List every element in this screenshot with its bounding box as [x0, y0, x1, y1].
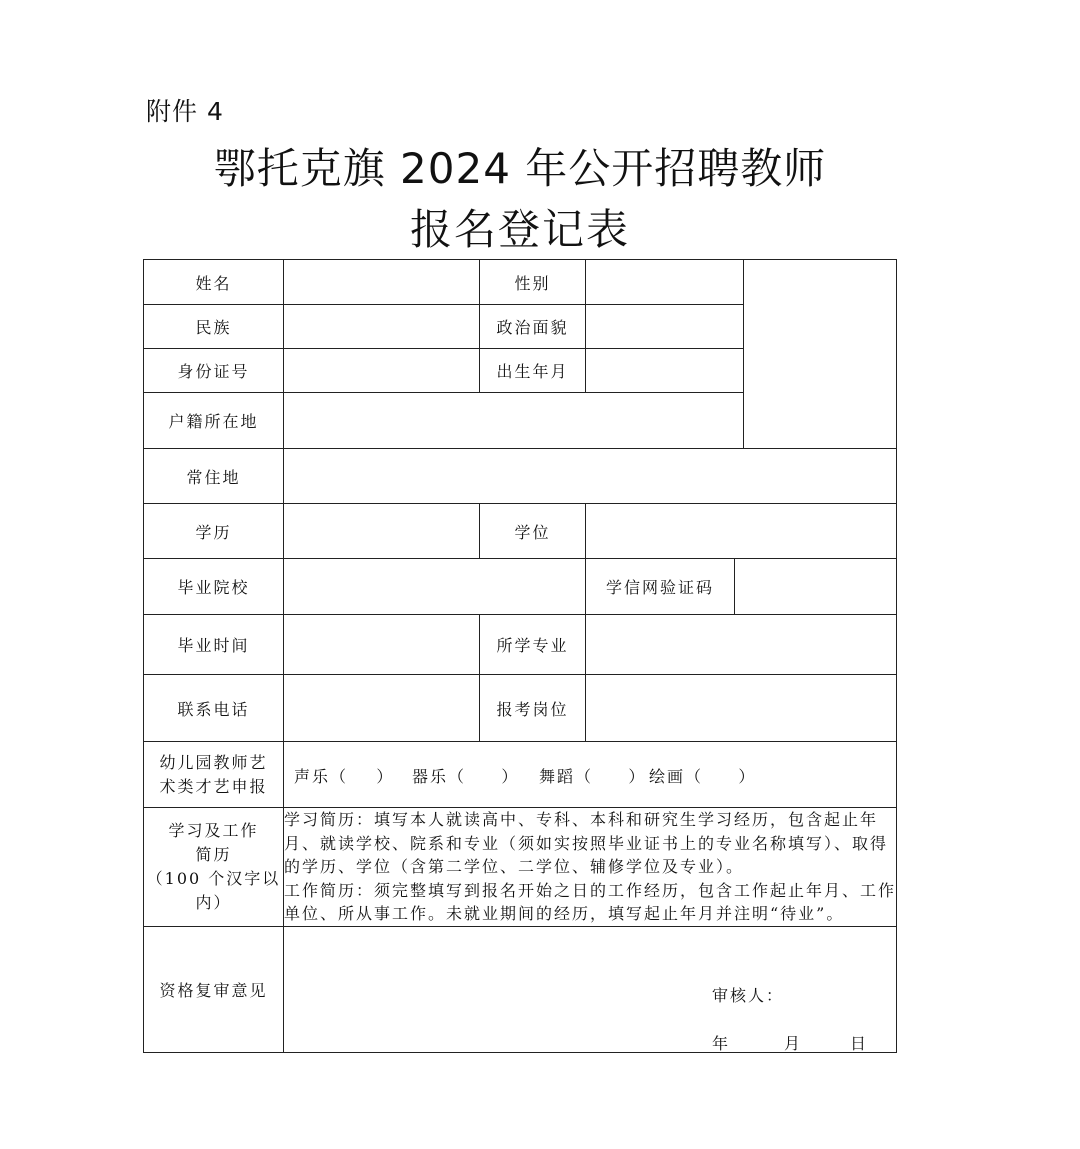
ethnicity-label: 民族: [144, 305, 284, 349]
major-label: 所学专业: [480, 615, 586, 675]
vocal-option[interactable]: 声乐（ ）: [294, 767, 395, 786]
birth-label: 出生年月: [480, 349, 586, 393]
residence-label: 常住地: [144, 449, 284, 504]
position-label: 报考岗位: [480, 675, 586, 742]
birth-field[interactable]: [586, 349, 744, 393]
grad-time-field[interactable]: [284, 615, 480, 675]
degree-label: 学位: [480, 504, 586, 559]
resume-label-line4: 内）: [195, 893, 232, 912]
position-field[interactable]: [586, 675, 897, 742]
resume-field[interactable]: [284, 808, 897, 927]
chsi-code-label: 学信网验证码: [586, 559, 735, 615]
date-month-label: 月: [784, 1034, 803, 1053]
chsi-code-field[interactable]: [735, 559, 897, 615]
degree-field[interactable]: [586, 504, 897, 559]
form-title: 鄂托克旗 2024 年公开招聘教师: [213, 144, 827, 193]
table-row: [144, 742, 897, 808]
instrumental-option[interactable]: 器乐（ ）: [412, 767, 520, 786]
political-label: 政治面貌: [480, 305, 586, 349]
table-row: [144, 808, 897, 927]
form-subtitle: 报名登记表: [409, 205, 630, 254]
residence-field[interactable]: [284, 449, 897, 504]
resume-label-line2: 简历: [195, 845, 232, 864]
registration-table: [143, 259, 897, 1053]
name-label: 姓名: [144, 260, 284, 305]
resume-label-line3: （100 个汉字以: [146, 869, 281, 888]
id-field[interactable]: [284, 349, 480, 393]
painting-option[interactable]: 绘画（ ）: [649, 767, 757, 786]
review-label: 资格复审意见: [144, 927, 284, 1053]
art-talent-label: [144, 742, 284, 808]
attachment-number: 附件 4: [146, 97, 224, 126]
phone-field[interactable]: [284, 675, 480, 742]
dance-option[interactable]: 舞蹈（ ）: [539, 767, 647, 786]
gender-label: 性别: [480, 260, 586, 305]
table-row: [144, 559, 897, 615]
table-row: [144, 675, 897, 742]
table-row: [144, 615, 897, 675]
school-label: 毕业院校: [144, 559, 284, 615]
art-talent-options[interactable]: [284, 742, 897, 808]
art-label-line2: 术类才艺申报: [159, 776, 268, 796]
review-opinion-field[interactable]: [284, 927, 897, 1053]
resume-label-line1: 学习及工作: [168, 821, 259, 840]
art-label-line1: 幼儿园教师艺: [159, 752, 268, 772]
table-row: [144, 927, 897, 1053]
id-label: 身份证号: [144, 349, 284, 393]
resume-work-text: 工作简历：须完整填写到报名开始之日的工作经历，包含工作起止年月、工作单位、所从事工作。未就业期间的经历，填写起止年月并注明“待业”。: [284, 880, 897, 924]
phone-label: 联系电话: [144, 675, 284, 742]
photo-area[interactable]: [744, 260, 897, 449]
household-label: 户籍所在地: [144, 393, 284, 449]
reviewer-label: 审核人：: [712, 986, 785, 1005]
resume-study-text: 学习简历：填写本人就读高中、专科、本科和研究生学习经历，包含起止年月、就读学校、院系和专业（须如实按照毕业证书上的专业名称填写）、取得的学历、学位（含第二学位、二学位、辅修学位及专业）。: [284, 810, 889, 877]
school-field[interactable]: [284, 559, 586, 615]
resume-label: [144, 808, 284, 927]
name-field[interactable]: [284, 260, 480, 305]
major-field[interactable]: [586, 615, 897, 675]
grad-time-label: 毕业时间: [144, 615, 284, 675]
gender-field[interactable]: [586, 260, 744, 305]
date-day-label: 日: [850, 1034, 869, 1053]
table-row: [144, 260, 897, 305]
ethnicity-field[interactable]: [284, 305, 480, 349]
table-row: [144, 449, 897, 504]
table-row: [144, 504, 897, 559]
education-field[interactable]: [284, 504, 480, 559]
political-field[interactable]: [586, 305, 744, 349]
education-label: 学历: [144, 504, 284, 559]
household-field[interactable]: [284, 393, 744, 449]
date-year-label: 年: [712, 1034, 731, 1053]
